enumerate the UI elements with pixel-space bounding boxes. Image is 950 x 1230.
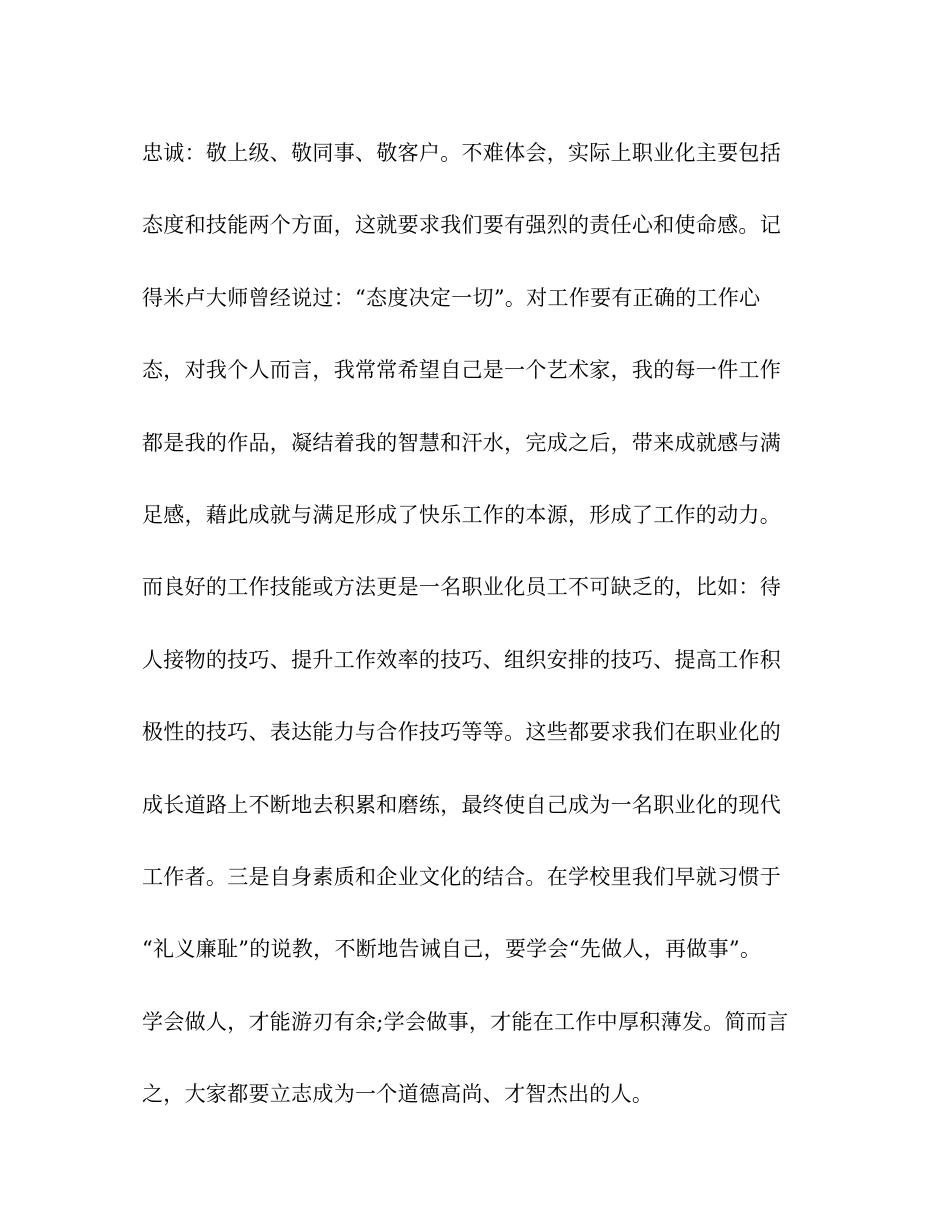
text-line: 学会做人，才能游刃有余;学会做事，才能在工作中厚积薄发。简而言 (142, 1009, 789, 1034)
text-line: 人接物的技巧、提升工作效率的技巧、组织安排的技巧、提高工作积 (142, 647, 781, 672)
text-line: 成长道路上不断地去积累和磨练，最终使自己成为一名职业化的现代 (142, 792, 781, 817)
body-text (142, 117, 822, 1130)
text-line: 态度和技能两个方面，这就要求我们要有强烈的责任心和使命感。记 (142, 213, 781, 238)
text-line: 都是我的作品，凝结着我的智慧和汗水，完成之后，带来成就感与满 (142, 430, 781, 455)
text-line: “礼义廉耻”的说教，不断地告诫自己，要学会“先做人，再做事”。 (142, 937, 762, 962)
text-line: 工作者。三是自身素质和企业文化的结合。在学校里我们早就习惯于 (142, 864, 781, 889)
text-line: 得米卢大师曾经说过：“态度决定一切”。对工作要有正确的工作心 (142, 285, 761, 310)
text-line: 忠诚：敬上级、敬同事、敬客户。不难体会，实际上职业化主要包括 (142, 141, 781, 165)
text-line: 极性的技巧、表达能力与合作技巧等等。这些都要求我们在职业化的 (142, 720, 781, 745)
text-line: 而良好的工作技能或方法更是一名职业化员工不可缺乏的，比如：待 (142, 575, 781, 600)
text-line: 足感，藉此成就与满足形成了快乐工作的本源，形成了工作的动力。 (142, 502, 781, 527)
text-line: 之，大家都要立志成为一个道德高尚、才智杰出的人。 (142, 1082, 654, 1107)
text-line: 态，对我个人而言，我常常希望自己是一个艺术家，我的每一件工作 (142, 358, 781, 383)
